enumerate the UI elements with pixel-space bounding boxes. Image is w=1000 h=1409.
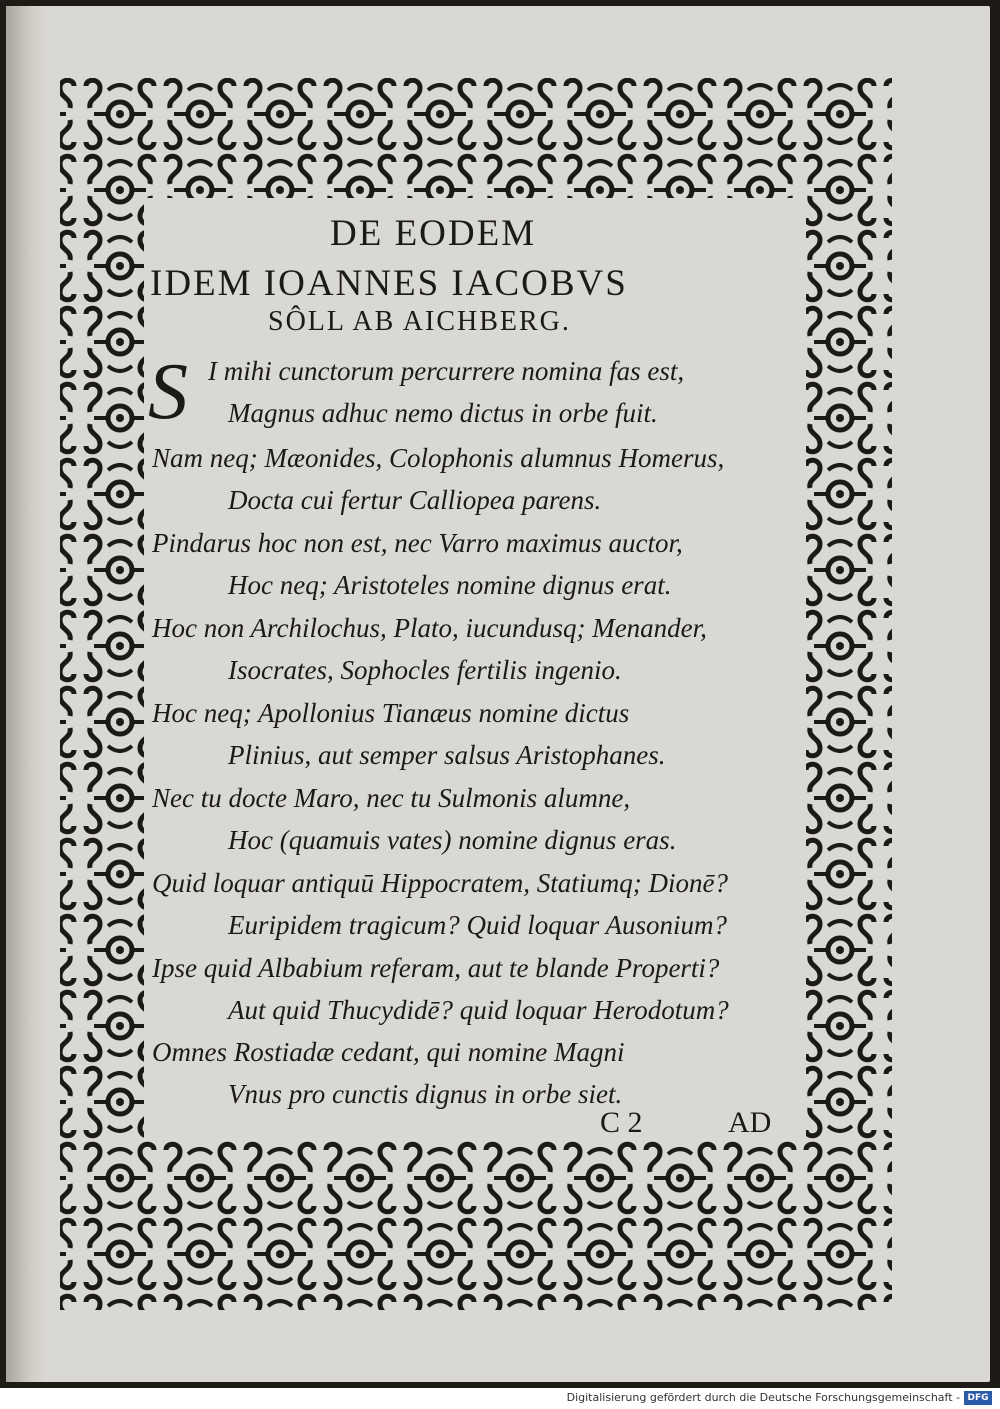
verse-line: Docta cui fertur Calliopea parens. — [228, 485, 602, 515]
catchword: AD — [728, 1106, 772, 1139]
verse-line: Nam neq; Mæonides, Colophonis alumnus Homerus, — [152, 443, 725, 473]
verse-line: Ipse quid Albabium referam, aut te blande Properti? — [152, 953, 720, 983]
digitization-footer — [0, 1388, 1000, 1409]
heading-line-3: SÔLL AB AICHBERG. — [268, 306, 571, 337]
verse-line: Hoc neq; Apollonius Tianæus nomine dictus — [152, 698, 630, 728]
heading-line-1: DE EODEM — [330, 213, 537, 254]
verse-line: Plinius, aut semper salsus Aristophanes. — [228, 740, 666, 770]
verse-line: Vnus pro cunctis dignus in orbe siet. — [228, 1079, 623, 1109]
verse-line: Aut quid Thucydidē? quid loquar Herodotum? — [228, 995, 729, 1025]
verse-line: Hoc neq; Aristoteles nomine dignus erat. — [228, 570, 672, 600]
heading-line-2: IDEM IOANNES IACOBVS — [150, 263, 628, 304]
verse-line: Magnus adhuc nemo dictus in orbe fuit. — [228, 398, 658, 428]
verse-line: Hoc non Archilochus, Plato, iucundusq; Menander, — [152, 613, 707, 643]
verse-line: Pindarus hoc non est, nec Varro maximus auctor, — [152, 528, 683, 558]
verse-line: Euripidem tragicum? Quid loquar Ausonium? — [228, 910, 727, 940]
verse-line: Isocrates, Sophocles fertilis ingenio. — [228, 655, 622, 685]
verse-line: Hoc (quamuis vates) nomine dignus eras. — [228, 825, 677, 855]
drop-cap: S — [148, 348, 188, 436]
verse-line: Nec tu docte Maro, nec tu Sulmonis alumne, — [152, 783, 631, 813]
footer-credit: Digitalisierung gefördert durch die Deutsche Forschungsgemeinschaft - — [566, 1391, 960, 1404]
signature-mark: C 2 — [600, 1106, 643, 1139]
dfg-logo: DFG — [964, 1391, 992, 1405]
verse-line: I mihi cunctorum percurrere nomina fas est, — [208, 356, 685, 386]
verse-line: Omnes Rostiadæ cedant, qui nomine Magni — [152, 1037, 625, 1067]
verse-line: Quid loquar antiquū Hippocratem, Statiumq; Dionē? — [152, 868, 728, 898]
